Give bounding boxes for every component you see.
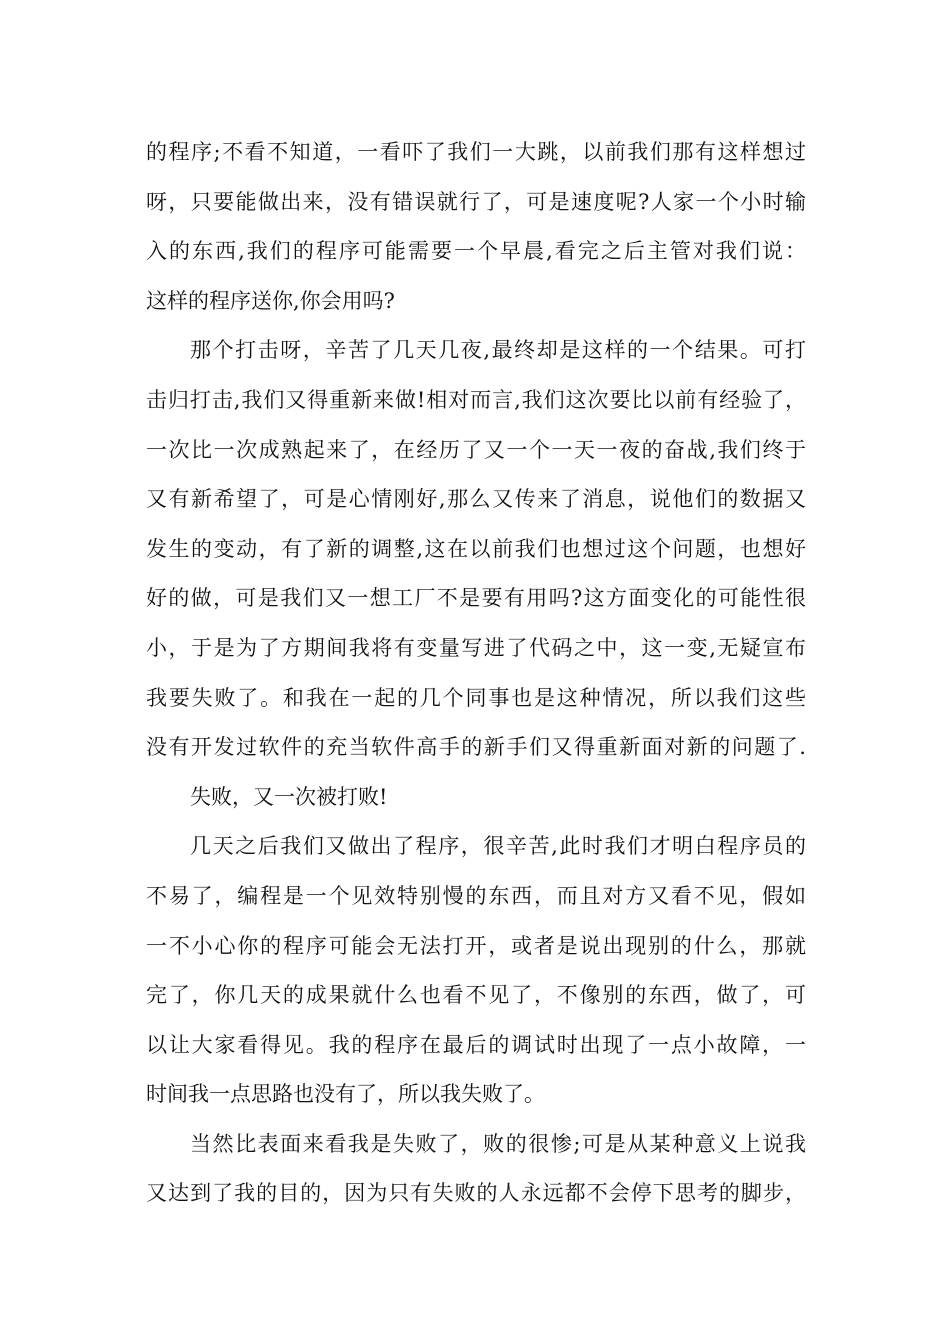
body-text <box>146 128 806 1219</box>
text-line: 完了，你几天的成果就什么也看不见了，不像别的东西，做了，可 <box>146 983 806 1008</box>
text-line: 我要失败了。和我在一起的几个同事也是这种情况，所以我们这些 <box>146 685 806 710</box>
text-line: 的程序;不看不知道，一看吓了我们一大跳，以前我们那有这样想过 <box>146 140 806 164</box>
text-line: 又有新希望了，可是心情刚好,那么又传来了消息，说他们的数据又 <box>146 487 806 512</box>
text-line: 不易了，编程是一个见效特别慢的东西，而且对方又看不见，假如 <box>146 883 806 908</box>
text-line: 好的做，可是我们又一想工厂不是要有用吗?这方面变化的可能性很 <box>146 586 806 611</box>
text-line: 这样的程序送你,你会用吗? <box>146 288 395 313</box>
text-line: 没有开发过软件的充当软件高手的新手们又得重新面对新的问题了. <box>146 735 806 760</box>
text-line: 呀，只要能做出来，没有错误就行了，可是速度呢?人家一个小时输 <box>146 189 806 214</box>
text-line: 那个打击呀，辛苦了几天几夜,最终却是这样的一个结果。可打 <box>190 338 806 363</box>
text-line: 一不小心你的程序可能会无法打开，或者是说出现别的什么，那就 <box>146 933 806 958</box>
text-line: 入的东西,我们的程序可能需要一个早晨,看完之后主管对我们说： <box>146 239 806 264</box>
text-line: 一次比一次成熟起来了，在经历了又一个一天一夜的奋战,我们终于 <box>146 437 806 462</box>
text-line: 时间我一点思路也没有了，所以我失败了。 <box>146 1082 545 1107</box>
text-line: 失败，又一次被打败! <box>190 784 388 809</box>
text-line: 又达到了我的目的，因为只有失败的人永远都不会停下思考的脚步， <box>146 1181 806 1206</box>
text-line: 击归打击,我们又得重新来做!相对而言,我们这次要比以前有经验了， <box>146 387 806 412</box>
text-line: 以让大家看得见。我的程序在最后的调试时出现了一点小故障，一 <box>146 1032 806 1057</box>
text-line: 发生的变动，有了新的调整,这在以前我们也想过这个问题，也想好 <box>146 536 806 561</box>
text-line: 当然比表面来看我是失败了，败的很惨;可是从某种意义上说我 <box>190 1131 806 1156</box>
text-line: 几天之后我们又做出了程序，很辛苦,此时我们才明白程序员的 <box>190 834 806 859</box>
text-line: 小，于是为了方期间我将有变量写进了代码之中，这一变,无疑宣布 <box>146 635 806 660</box>
